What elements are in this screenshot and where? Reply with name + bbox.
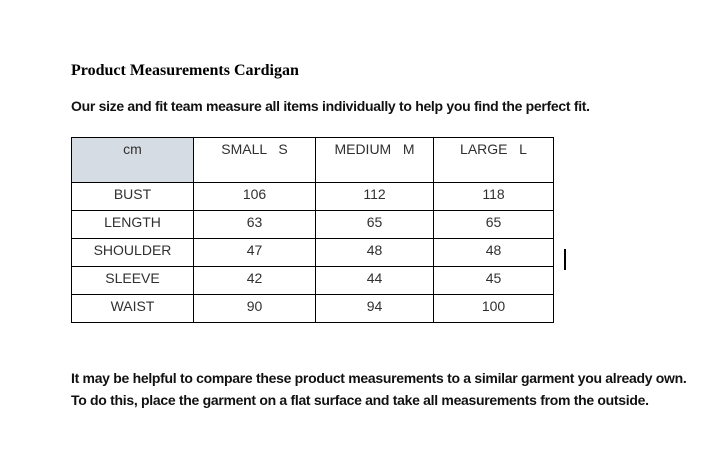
size-header-large[interactable]: LARGE L	[434, 138, 554, 183]
measurement-cell[interactable]: 42	[194, 267, 316, 295]
row-label-shoulder[interactable]: SHOULDER	[72, 239, 194, 267]
table-row-waist	[72, 295, 554, 323]
intro-paragraph: Our size and fit team measure all items individually to help you find the perfect fit.	[71, 98, 590, 114]
measurement-cell[interactable]: 112	[316, 183, 434, 211]
measurements-table	[71, 137, 554, 323]
table-header-row	[72, 138, 554, 183]
measurement-cell[interactable]: 48	[316, 239, 434, 267]
unit-header-cell[interactable]: cm	[72, 138, 194, 183]
measurement-cell[interactable]: 65	[316, 211, 434, 239]
measurement-cell[interactable]: 65	[434, 211, 554, 239]
measurement-cell[interactable]: 63	[194, 211, 316, 239]
text-insertion-cursor	[564, 249, 566, 270]
table-row-shoulder	[72, 239, 554, 267]
measurement-cell[interactable]: 106	[194, 183, 316, 211]
size-header-medium[interactable]: MEDIUM M	[316, 138, 434, 183]
measurement-cell[interactable]: 48	[434, 239, 554, 267]
measurement-cell[interactable]: 94	[316, 295, 434, 323]
row-label-waist[interactable]: WAIST	[72, 295, 194, 323]
row-label-bust[interactable]: BUST	[72, 183, 194, 211]
table-row-bust	[72, 183, 554, 211]
measurement-cell[interactable]: 100	[434, 295, 554, 323]
measurement-cell[interactable]: 44	[316, 267, 434, 295]
size-header-small[interactable]: SMALL S	[194, 138, 316, 183]
outro-paragraph	[71, 367, 687, 411]
outro-line-1: It may be helpful to compare these product measurements to a similar garment you already own.	[71, 370, 687, 386]
measurement-cell[interactable]: 45	[434, 267, 554, 295]
measurement-cell[interactable]: 90	[194, 295, 316, 323]
row-label-sleeve[interactable]: SLEEVE	[72, 267, 194, 295]
measurement-cell[interactable]: 118	[434, 183, 554, 211]
measurement-cell[interactable]: 47	[194, 239, 316, 267]
table-row-length	[72, 211, 554, 239]
document-title: Product Measurements Cardigan	[71, 62, 299, 79]
row-label-length[interactable]: LENGTH	[72, 211, 194, 239]
table-row-sleeve	[72, 267, 554, 295]
outro-line-2: To do this, place the garment on a flat surface and take all measurements from the outside.	[71, 392, 649, 408]
